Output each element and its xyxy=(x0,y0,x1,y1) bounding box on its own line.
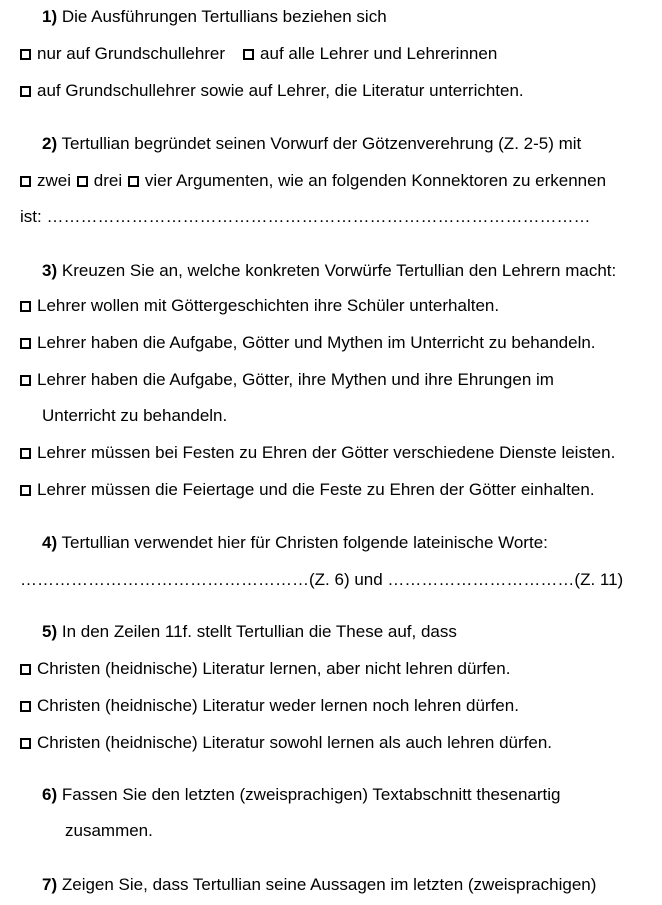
q1-options-row xyxy=(20,44,497,64)
checkbox[interactable] xyxy=(20,176,31,187)
q1-option-1: nur auf Grundschullehrer xyxy=(37,44,226,63)
checkbox[interactable] xyxy=(20,49,31,60)
q5-number: 5) xyxy=(42,622,58,641)
checkbox[interactable] xyxy=(20,738,31,749)
checkbox[interactable] xyxy=(243,49,254,60)
q2-number: 2) xyxy=(42,134,58,153)
checkbox[interactable] xyxy=(20,338,31,349)
q1-option-row-3 xyxy=(20,81,524,101)
q2-option-four: vier Argumenten, wie an folgenden Konnektoren zu erkennen xyxy=(144,171,607,190)
q2-option-three: drei xyxy=(93,171,123,190)
q3-option-row-1 xyxy=(20,296,499,316)
q3-option-2: Lehrer haben die Aufgabe, Götter und Mythen im Unterricht zu behandeln. xyxy=(37,333,596,352)
q6-prompt-continuation: zusammen. xyxy=(65,821,153,840)
q3-option-1: Lehrer wollen mit Göttergeschichten ihre Schüler unterhalten. xyxy=(37,296,500,315)
q5-option-3: Christen (heidnische) Literatur sowohl lernen als auch lehren dürfen. xyxy=(37,733,553,752)
q5-prompt-text: In den Zeilen 11f. stellt Tertullian die These auf, dass xyxy=(61,622,457,641)
q3-number: 3) xyxy=(42,261,58,280)
q3-option-row-3 xyxy=(20,370,554,390)
q2-prompt xyxy=(42,134,581,154)
q5-option-row-2 xyxy=(20,696,519,716)
q5-option-1: Christen (heidnische) Literatur lernen, aber nicht lehren dürfen. xyxy=(37,659,511,678)
q3-option-3-continuation: Unterricht zu behandeln. xyxy=(42,406,228,425)
q2-options-row xyxy=(20,171,606,191)
q1-prompt xyxy=(42,7,387,27)
q3-option-3: Lehrer haben die Aufgabe, Götter, ihre Mythen und ihre Ehrungen im xyxy=(37,370,554,389)
q1-number: 1) xyxy=(42,7,58,26)
q5-option-row-1 xyxy=(20,659,510,679)
q5-option-row-3 xyxy=(20,733,552,753)
q6-number: 6) xyxy=(42,785,58,804)
q6-prompt xyxy=(42,785,561,805)
checkbox[interactable] xyxy=(20,375,31,386)
q3-option-row-5 xyxy=(20,480,595,500)
q3-option-row-4 xyxy=(20,443,615,463)
q4-answer-line[interactable]: ……………………………………………(Z. 6) und ……………………………(Z. 11) xyxy=(20,570,624,589)
q3-option-5: Lehrer müssen die Feiertage und die Feste zu Ehren der Götter einhalten. xyxy=(37,480,595,499)
q3-prompt xyxy=(42,261,616,281)
checkbox[interactable] xyxy=(128,176,139,187)
q2-prompt-text: Tertullian begründet seinen Vorwurf der Götzenverehrung (Z. 2-5) mit xyxy=(61,134,582,153)
q4-prompt-text: Tertullian verwendet hier für Christen folgende lateinische Worte: xyxy=(61,533,548,552)
q1-prompt-text: Die Ausführungen Tertullians beziehen sich xyxy=(61,7,387,26)
q4-prompt xyxy=(42,533,548,553)
q7-number: 7) xyxy=(42,875,58,894)
checkbox[interactable] xyxy=(77,176,88,187)
q5-prompt xyxy=(42,622,457,642)
q1-option-3: auf Grundschullehrer sowie auf Lehrer, die Literatur unterrichten. xyxy=(37,81,524,100)
q3-prompt-text: Kreuzen Sie an, welche konkreten Vorwürfe Tertullian den Lehrern macht: xyxy=(61,261,617,280)
q6-prompt-text: Fassen Sie den letzten (zweisprachigen) Textabschnitt thesenartig xyxy=(61,785,561,804)
q5-option-2: Christen (heidnische) Literatur weder lernen noch lehren dürfen. xyxy=(37,696,519,715)
q3-option-4: Lehrer müssen bei Festen zu Ehren der Götter verschiedene Dienste leisten. xyxy=(37,443,616,462)
q1-option-2: auf alle Lehrer und Lehrerinnen xyxy=(260,44,498,63)
q3-option-row-2 xyxy=(20,333,596,353)
checkbox[interactable] xyxy=(20,701,31,712)
checkbox[interactable] xyxy=(20,86,31,97)
q7-prompt-text: Zeigen Sie, dass Tertullian seine Aussagen im letzten (zweisprachigen) xyxy=(61,875,597,894)
checkbox[interactable] xyxy=(20,664,31,675)
q2-answer-line[interactable]: ist: …………………………………………………………………………………… xyxy=(20,207,591,226)
checkbox[interactable] xyxy=(20,448,31,459)
checkbox[interactable] xyxy=(20,301,31,312)
q2-option-two: zwei xyxy=(37,171,72,190)
checkbox[interactable] xyxy=(20,485,31,496)
q7-prompt xyxy=(42,875,596,895)
q4-number: 4) xyxy=(42,533,58,552)
